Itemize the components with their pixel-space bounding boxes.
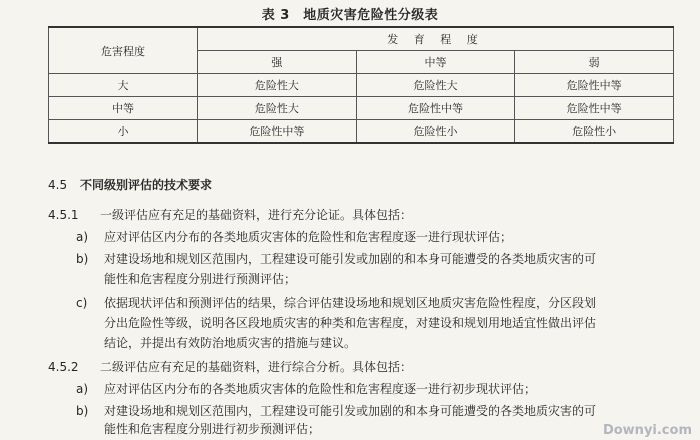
list-item-a: [76, 380, 536, 398]
table-row: [49, 74, 674, 97]
table-row: [49, 120, 674, 144]
table-cell: 危险性小: [356, 120, 515, 144]
header-development-level: 发 育 程 度: [198, 27, 674, 51]
column-header-strong: 强: [198, 51, 357, 74]
item-marker: b): [76, 404, 89, 418]
section-title: 不同级别评估的技术要求: [80, 178, 213, 192]
table-cell: 危险性小: [515, 120, 674, 144]
table-cell: 危险性中等: [198, 120, 357, 144]
row-label: 大: [49, 74, 198, 97]
list-item-a: [76, 228, 512, 246]
clause-number: 4.5.2: [48, 360, 79, 374]
table-cell: 危险性大: [198, 97, 357, 120]
item-text: 应对评估区内分布的各类地质灾害体的危险性和危害程度逐一进行现状评估；: [104, 230, 513, 244]
table-cell: 危险性大: [198, 74, 357, 97]
table-cell: 危险性中等: [515, 74, 674, 97]
list-item-c: [76, 294, 596, 312]
table-header-row: [49, 27, 674, 51]
column-header-medium: 中等: [356, 51, 515, 74]
section-heading: [48, 176, 212, 193]
list-item-b: [76, 402, 596, 420]
row-label: 小: [49, 120, 198, 144]
item-marker: a): [76, 382, 89, 396]
section-number: 4.5: [48, 178, 68, 192]
clause-number: 4.5.1: [48, 208, 79, 222]
list-item-c-continued: 分出危险性等级，说明各区段地质灾害的种类和危害程度，对建设和规划用地适宜性做出评估: [104, 316, 597, 330]
item-text: 应对评估区内分布的各类地质灾害体的危险性和危害程度逐一进行初步现状评估；: [104, 382, 537, 396]
row-label: 中等: [49, 97, 198, 120]
item-text: 对建设场地和规划区范围内，工程建设可能引发或加剧的和本身可能遭受的各类地质灾害的可: [104, 252, 597, 266]
table-cell: 危险性中等: [356, 97, 515, 120]
list-item-c-continued: 结论，并提出有效防治地质灾害的措施与建议。: [104, 336, 357, 350]
list-item-b-continued: 能性和危害程度分别进行初步预测评估；: [104, 422, 321, 436]
table-title: 表 3 地质灾害危险性分级表: [261, 8, 439, 23]
clause-text: 二级评估应有充足的基础资料，进行综合分析。具体包括：: [100, 360, 413, 374]
list-item-b: [76, 250, 596, 268]
hazard-classification-table: [48, 26, 674, 144]
item-text: 依据现状评估和预测评估的结果，综合评估建设场地和规划区地质灾害危险性程度，分区段划: [104, 296, 597, 310]
header-hazard-degree: 危害程度: [49, 27, 198, 74]
column-header-weak: 弱: [515, 51, 674, 74]
table-row: [49, 97, 674, 120]
item-text: 对建设场地和规划区范围内，工程建设可能引发或加剧的和本身可能遭受的各类地质灾害的可: [104, 404, 597, 418]
clause-4-5-1-intro: [48, 206, 412, 224]
item-marker: a): [76, 230, 89, 244]
clause-text: 一级评估应有充足的基础资料，进行充分论证。具体包括：: [100, 208, 413, 222]
clause-4-5-2-intro: [48, 358, 412, 376]
table-cell: 危险性大: [356, 74, 515, 97]
item-marker: c): [76, 296, 88, 310]
watermark-logo: Downyi.com: [602, 423, 692, 438]
table-cell: 危险性中等: [515, 97, 674, 120]
list-item-b-continued: 能性和危害程度分别进行预测评估；: [104, 272, 297, 286]
item-marker: b): [76, 252, 89, 266]
